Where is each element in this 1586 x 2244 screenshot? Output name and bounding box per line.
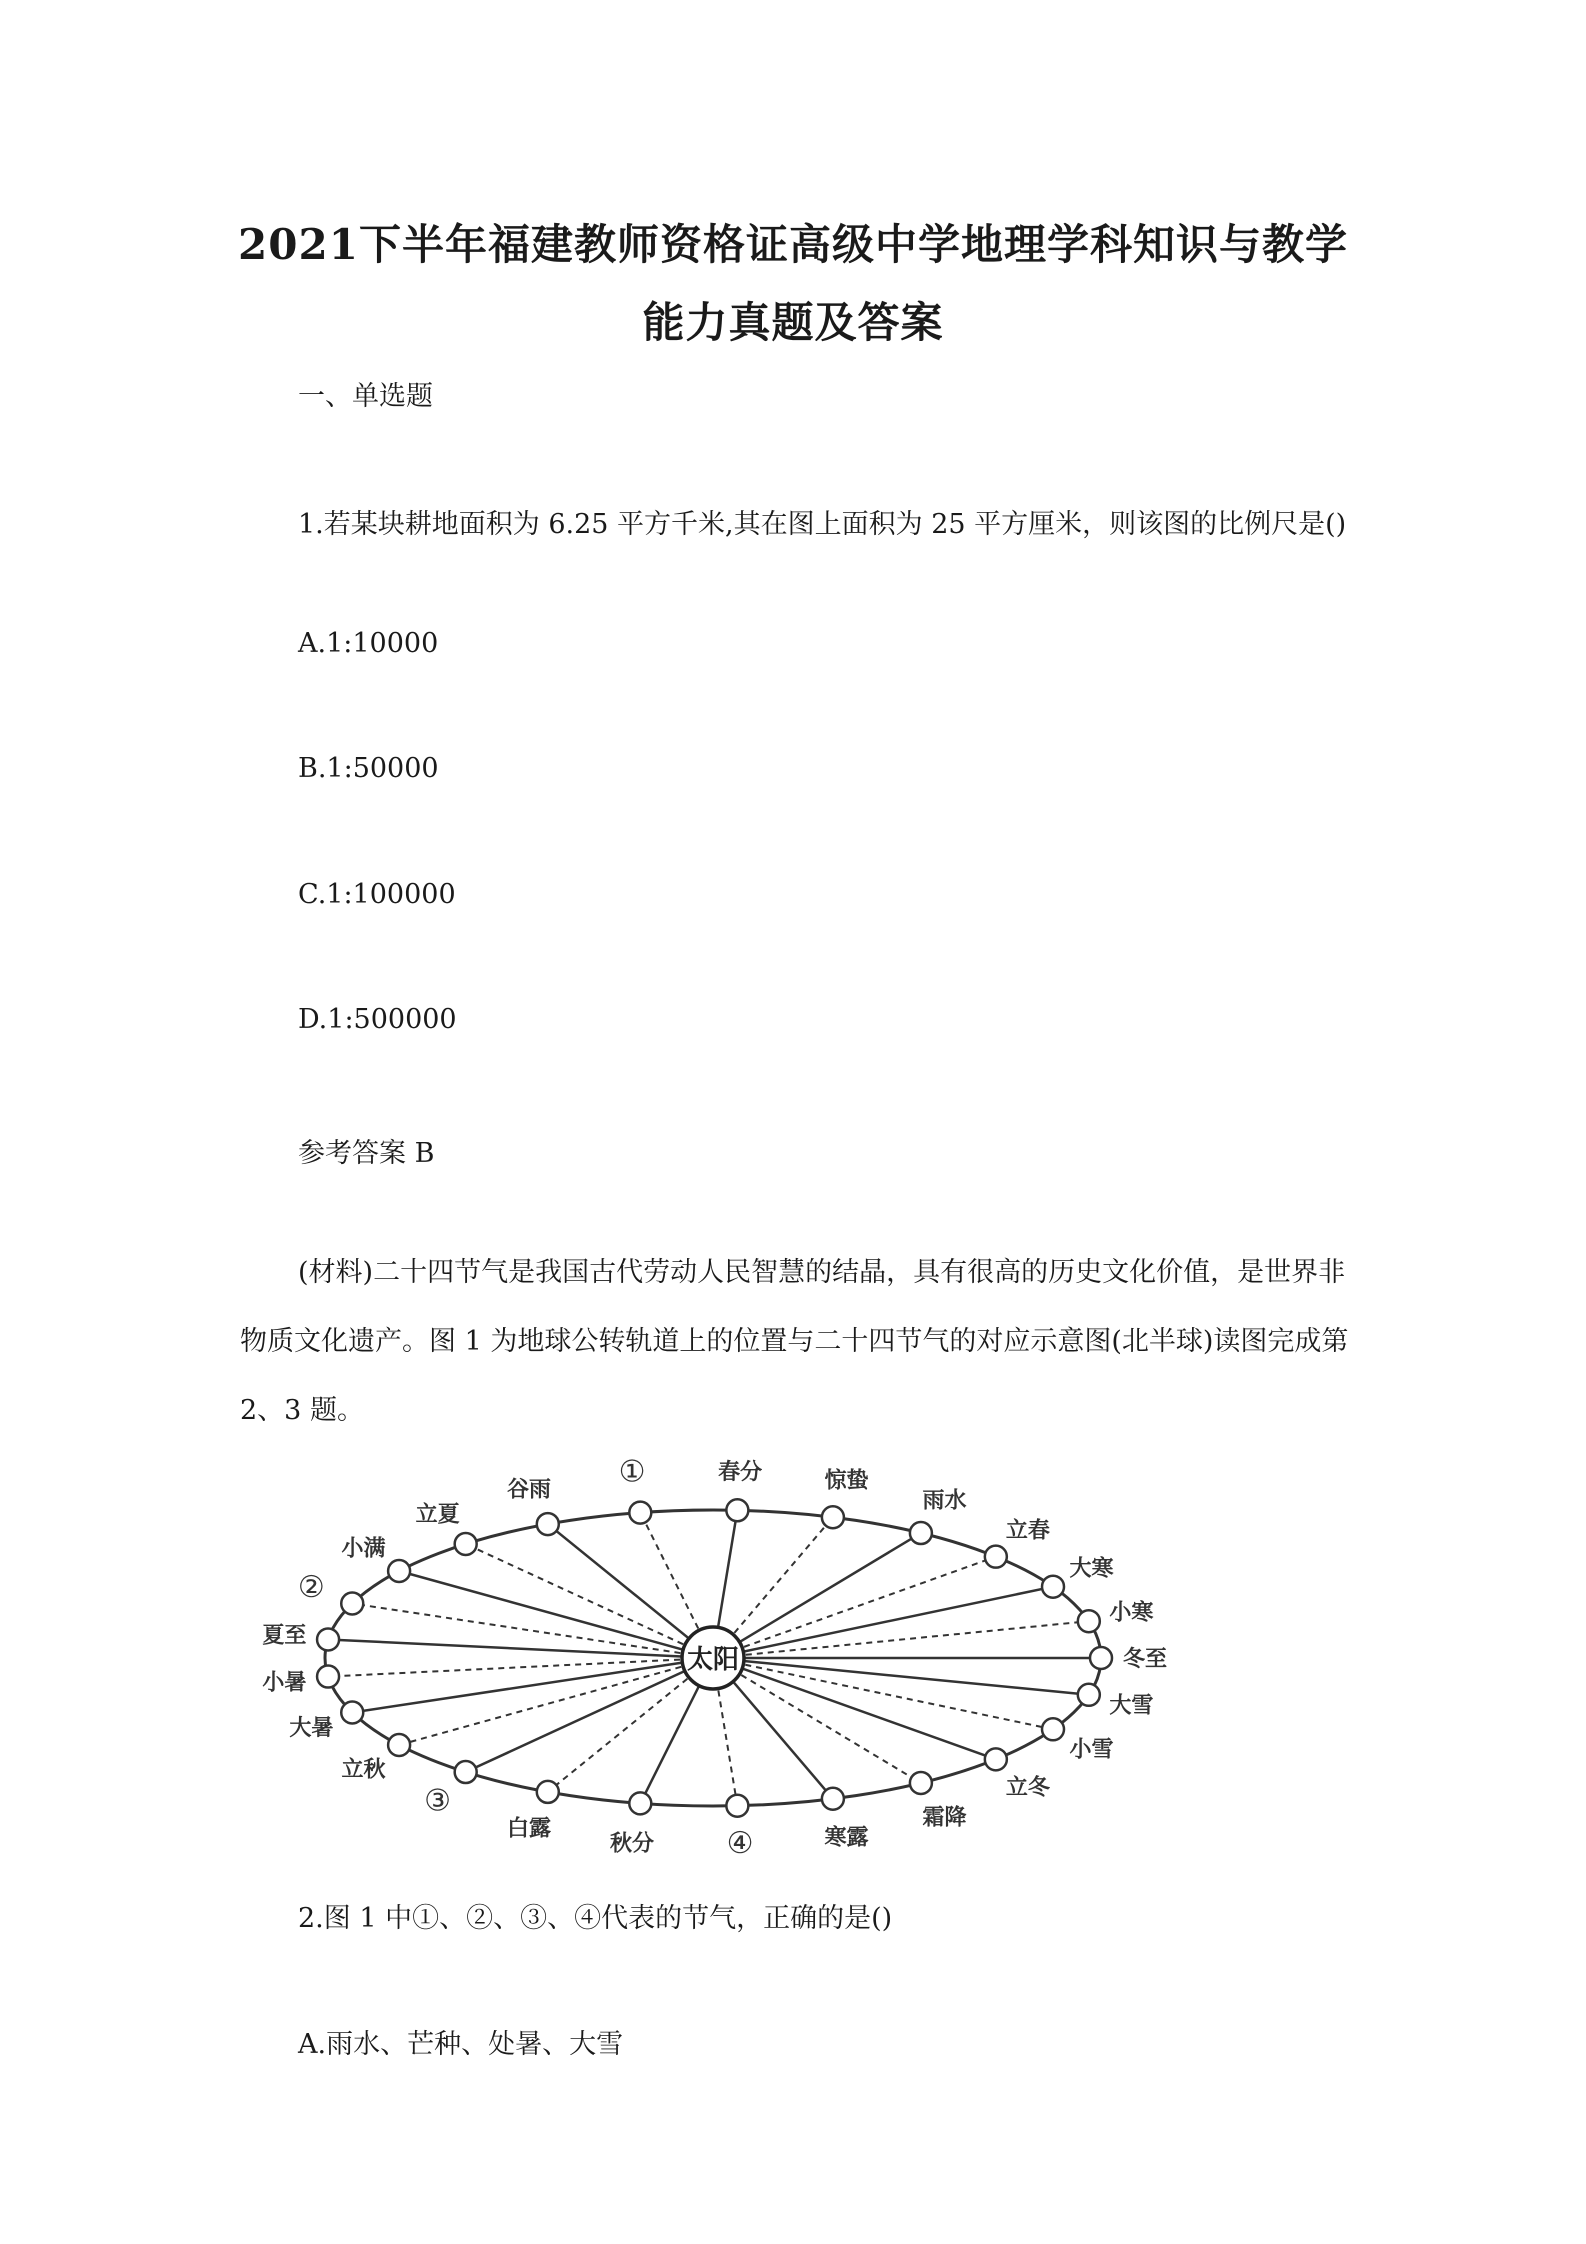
orbit-position-marker (910, 1522, 932, 1544)
orbit-position-marker (317, 1666, 339, 1688)
solar-term-label: ③ (424, 1783, 452, 1819)
question-1-option-d: D.1:500000 (298, 1004, 457, 1035)
solar-term-label: 春分 (718, 1459, 763, 1485)
solar-term-label: 霜降 (922, 1805, 967, 1831)
solar-term-label: 夏至 (262, 1623, 307, 1649)
solar-term-label: 立夏 (415, 1502, 460, 1528)
orbit-position-marker (629, 1792, 651, 1814)
orbit-position-marker (629, 1502, 651, 1524)
solar-term-label: 雨水 (922, 1488, 967, 1514)
solar-term-label: 白露 (507, 1816, 552, 1842)
solar-term-label: 秋分 (610, 1831, 655, 1857)
solar-term-label: 寒露 (824, 1825, 869, 1851)
solar-term-label: 小暑 (262, 1670, 307, 1696)
solar-term-label: ① (618, 1454, 646, 1490)
orbit-position-marker (1042, 1576, 1064, 1598)
document-title-line-1: 2021下半年福建教师资格证高级中学地理学科知识与教学 (238, 220, 1348, 269)
solar-term-label: 立秋 (341, 1757, 386, 1783)
orbit-position-marker (537, 1513, 559, 1535)
section-heading: 一、单选题 (298, 381, 433, 412)
orbit-position-marker (455, 1761, 477, 1783)
solar-term-label: 小雪 (1069, 1737, 1114, 1763)
orbit-position-marker (317, 1628, 339, 1650)
solar-term-label: ② (297, 1569, 325, 1605)
orbit-spoke (713, 1658, 1089, 1695)
orbit-position-marker (341, 1593, 363, 1615)
orbit-position-marker (455, 1533, 477, 1555)
solar-term-label: 立冬 (1005, 1775, 1050, 1801)
orbit-position-marker (726, 1499, 748, 1521)
orbit-position-marker (1078, 1684, 1100, 1706)
question-1-option-b: B.1:50000 (298, 753, 439, 784)
material-paragraph: (材料)二十四节气是我国古代劳动人民智慧的结晶，具有很高的历史文化价值，是世界非物质文化遗产。图 1 为地球公转轨道上的位置与二十四节气的对应示意图(北半球)读图完成第 2、3 题。 (240, 1257, 1349, 1426)
orbit-position-marker (822, 1506, 844, 1528)
question-1-stem: 1.若某块耕地面积为 6.25 平方千米,其在图上面积为 25 平方厘米，则该图的比例尺是() (298, 509, 1347, 540)
question-1-option-a: A.1:10000 (298, 628, 439, 659)
question-1-option-c: C.1:100000 (298, 879, 456, 910)
document-title-line-2: 能力真题及答案 (642, 298, 944, 347)
orbit-position-marker (388, 1560, 410, 1582)
orbit-position-marker (985, 1546, 1007, 1568)
orbit-position-marker (1042, 1718, 1064, 1740)
solar-term-label: 大暑 (289, 1716, 334, 1742)
orbit-spoke (466, 1658, 713, 1772)
solar-term-label: 小满 (341, 1536, 386, 1562)
orbit-spoke (713, 1621, 1089, 1658)
orbit-position-marker (388, 1734, 410, 1756)
solar-term-label: 惊蛰 (824, 1468, 869, 1494)
question-1-answer: 参考答案 B (298, 1138, 435, 1169)
orbit-position-marker (910, 1772, 932, 1794)
solar-term-label: 立春 (1005, 1518, 1050, 1544)
orbit-position-marker (1078, 1610, 1100, 1632)
solar-term-label: ④ (726, 1826, 754, 1862)
orbit-position-marker (822, 1788, 844, 1810)
orbit-position-marker (726, 1795, 748, 1817)
question-2-option-a: A.雨水、芒种、处暑、大雪 (298, 2029, 624, 2060)
solar-terms-orbit-diagram (262, 1440, 1190, 1862)
solar-term-label: 大寒 (1069, 1556, 1114, 1582)
orbit-position-marker (341, 1701, 363, 1723)
solar-term-label: 大雪 (1109, 1693, 1154, 1719)
orbit-position-marker (537, 1781, 559, 1803)
orbit-position-marker (985, 1748, 1007, 1770)
solar-term-label: 小寒 (1109, 1600, 1154, 1626)
solar-term-label: 冬至 (1122, 1647, 1168, 1672)
orbit-position-marker (1090, 1647, 1112, 1669)
question-2-stem: 2.图 1 中①、②、③、④代表的节气，正确的是() (298, 1903, 893, 1934)
sun-label: 太阳 (686, 1645, 740, 1675)
solar-term-label: 谷雨 (507, 1477, 552, 1503)
